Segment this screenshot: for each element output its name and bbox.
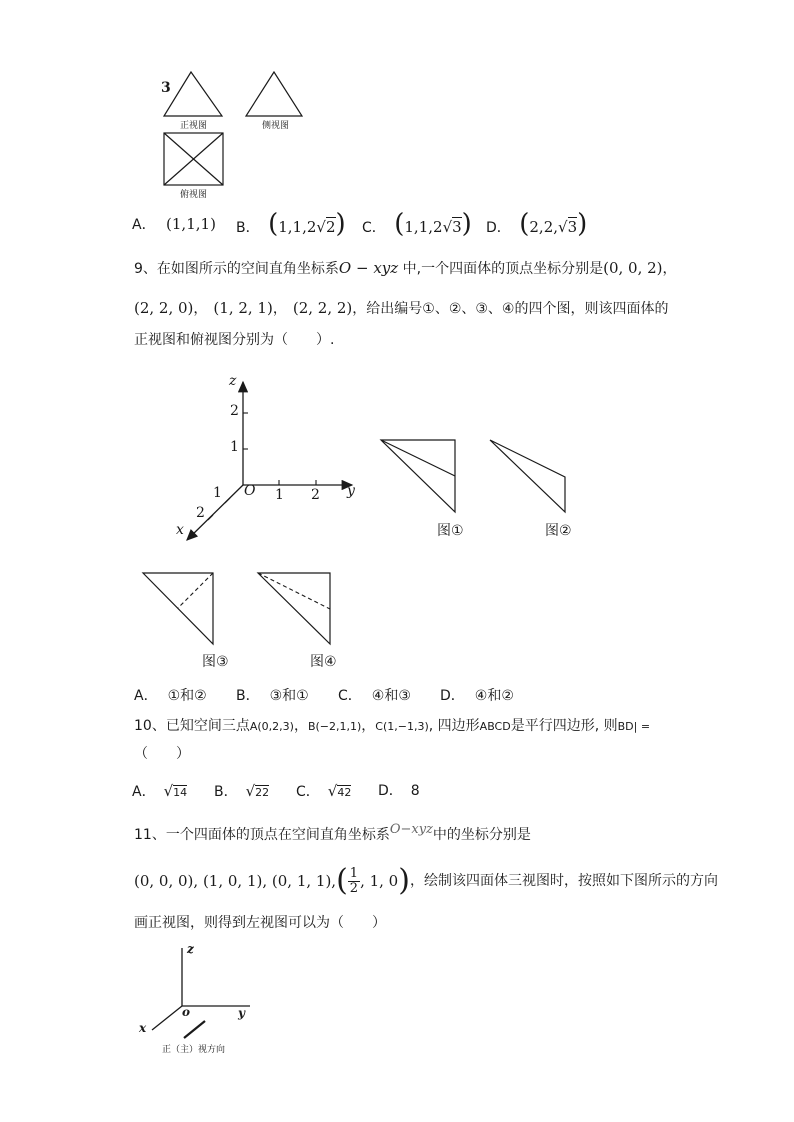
q9-axis-x-tick-2: 2 <box>196 505 205 521</box>
q10-option-b: B． √22 <box>214 782 270 800</box>
q11-view-direction-label: 正（主）视方向 <box>162 1045 226 1055</box>
q8-option-d-value: (2,2,√3) <box>519 209 588 239</box>
q8-option-d-letter: D． <box>486 220 511 236</box>
q9-figure-4-caption: 图④ <box>310 654 337 670</box>
q9-axis-x-label: x <box>176 522 184 538</box>
q9-line-2: (2, 2, 0)， (1, 2, 1)， (2, 2, 2)，给出编号①、②、③、④的四个图，则该四面体的 <box>134 299 669 317</box>
q8-option-a-value: (1,1,1) <box>166 215 216 233</box>
q9-origin-label: O <box>244 483 256 499</box>
q11-axis-y-label: y <box>238 1006 245 1020</box>
q11-axis-z-label: z <box>187 942 194 956</box>
q11-axis-x-label: x <box>139 1021 147 1035</box>
q8-side-view-caption: 侧视图 <box>262 121 290 131</box>
q10-option-a: A． √14 <box>132 782 188 800</box>
q9-axis-z-tick-2: 2 <box>230 403 239 419</box>
q9-figure-1-caption: 图① <box>437 523 464 539</box>
q9-axis-y-tick-2: 2 <box>311 487 320 503</box>
q10-line-1: 10、已知空间三点A(0,2,3)，B(−2,1,1)，C(1,−1,3), 四边形ABCD是平行四边形, 则BD| = <box>134 718 651 734</box>
q11-origin-label: o <box>182 1005 191 1019</box>
q9-option-b: B． ③和① <box>236 688 309 704</box>
q9-axis-y-label: y <box>347 483 355 499</box>
q9-figure-2-caption: 图② <box>545 523 572 539</box>
q8-front-view-caption: 正视图 <box>180 121 208 131</box>
q10-line-2: （ ） <box>134 746 190 762</box>
q9-figure-3-caption: 图③ <box>202 654 229 670</box>
q8-dimension-3: 3 <box>161 80 171 96</box>
q10-option-c: C． √42 <box>296 782 352 800</box>
q9-option-c: C． ④和③ <box>338 688 411 704</box>
q8-top-view-caption: 俯视图 <box>180 190 208 200</box>
q9-axis-z-tick-1: 1 <box>230 439 239 455</box>
q8-option-b-value: (1,1,2√2) <box>268 209 346 239</box>
q8-option-c-value: (1,1,2√3) <box>394 209 472 239</box>
q9-axis-y-tick-1: 1 <box>275 487 284 503</box>
q8-option-a-letter: A． <box>132 217 156 233</box>
q11-line-1: 11、一个四面体的顶点在空间直角坐标系O−xyz中的坐标分别是 <box>134 822 531 843</box>
q8-option-c-letter: C． <box>362 220 386 236</box>
q9-axis-x-tick-1: 1 <box>213 485 222 501</box>
q10-option-d: D． 8 <box>378 783 420 799</box>
q9-option-d: D． ④和② <box>440 688 514 704</box>
q11-line-3: 画正视图，则得到左视图可以为（ ） <box>134 915 386 931</box>
q9-option-a: A． ①和② <box>134 688 207 704</box>
q11-fraction-half: $\frac{1}{2}$ <box>349 865 359 896</box>
q9-line-1: 9、在如图所示的空间直角坐标系O − xyz 中,一个四面体的顶点坐标分别是(0, 0, 2)， <box>134 259 677 277</box>
q11-line-2: (0, 0, 0), (1, 0, 1), (0, 1, 1), ( $\frac{1}{2}$ , 1, 0 ) ，绘制该四面体三视图时，按照如下图所示的方向 <box>134 863 718 898</box>
q9-axis-z-label: z <box>229 373 237 389</box>
q9-line-3: 正视图和俯视图分别为（ ）. <box>134 332 335 348</box>
q8-option-b-letter: B． <box>236 220 260 236</box>
